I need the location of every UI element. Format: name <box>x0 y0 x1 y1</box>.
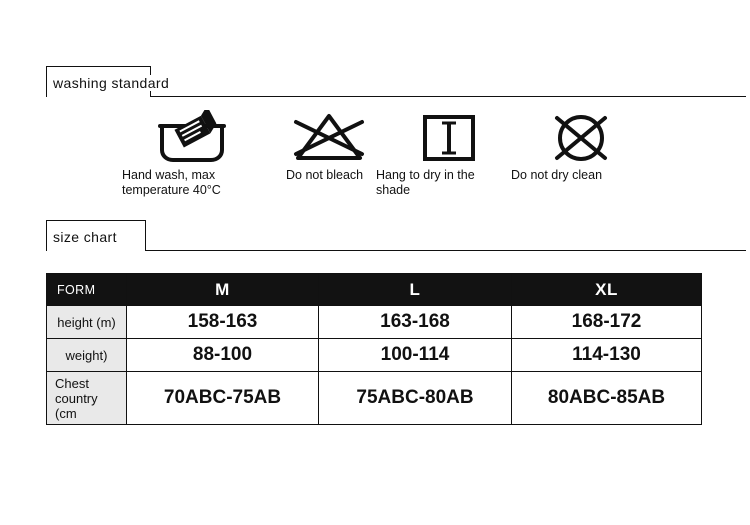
heading-rule <box>151 96 746 97</box>
size-chart-table-wrap <box>46 273 701 425</box>
hand-wash-icon <box>156 110 272 164</box>
do-not-dry-clean-icon <box>549 110 651 164</box>
column-header-l: L <box>319 274 512 306</box>
column-header-m: M <box>127 274 319 306</box>
care-icons-row <box>46 110 706 210</box>
row-label-chest-line-2: country <box>55 391 98 406</box>
cell-height-m: 158-163 <box>127 306 319 339</box>
table-row <box>47 339 702 372</box>
care-item-do-not-bleach <box>286 110 372 183</box>
table-header-row <box>47 274 702 306</box>
column-header-xl: XL <box>512 274 702 306</box>
table-row <box>47 306 702 339</box>
cell-chest-l: 75ABC-80AB <box>319 372 512 425</box>
care-caption-do-not-bleach: Do not bleach <box>286 168 364 182</box>
washing-standard-label: washing standard <box>50 75 172 91</box>
care-caption-do-not-dry-clean: Do not dry clean <box>511 168 603 182</box>
cell-weight-xl: 114-130 <box>512 339 702 372</box>
heading-rule <box>146 250 746 251</box>
cell-weight-l: 100-114 <box>319 339 512 372</box>
row-label-chest-line-1: Chest <box>55 376 89 391</box>
care-item-do-not-dry-clean <box>511 110 651 183</box>
care-caption-hand-wash: Hand wash, max temperature 40°C <box>122 168 221 197</box>
cell-chest-xl: 80ABC-85AB <box>512 372 702 425</box>
size-chart-table <box>46 273 702 425</box>
column-header-form: FORM <box>47 274 127 306</box>
row-label-chest-line-3: (cm <box>55 406 77 421</box>
care-caption-hang-to-dry: Hang to dry in the shade <box>376 168 475 197</box>
cell-height-xl: 168-172 <box>512 306 702 339</box>
table-row <box>47 372 702 425</box>
care-item-hand-wash <box>122 110 272 198</box>
cell-weight-m: 88-100 <box>127 339 319 372</box>
size-chart-label: size chart <box>50 229 120 245</box>
care-item-hang-to-dry <box>376 110 492 198</box>
hang-to-dry-in-shade-icon <box>420 110 492 164</box>
row-label-chest <box>47 372 127 425</box>
cell-height-l: 163-168 <box>319 306 512 339</box>
row-label-weight: weight) <box>47 339 127 372</box>
row-label-height: height (m) <box>47 306 127 339</box>
cell-chest-m: 70ABC-75AB <box>127 372 319 425</box>
do-not-bleach-icon <box>290 110 372 164</box>
